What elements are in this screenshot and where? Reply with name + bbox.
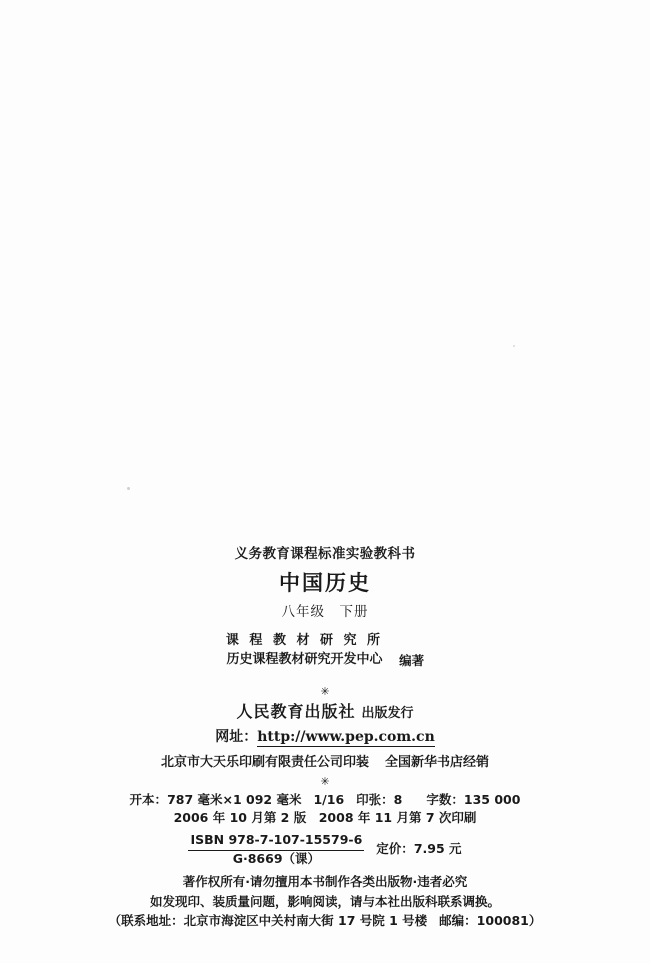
website-label: 网址： — [215, 728, 258, 745]
colophon-block — [0, 548, 650, 928]
postcode-label: 邮编： — [439, 913, 477, 929]
website-url[interactable]: http://www.pep.com.cn — [257, 728, 435, 745]
separator-star-icon-2: ✳ — [320, 774, 330, 788]
author-name-1: 课 程 教 材 研 究 所 — [225, 633, 384, 648]
series-title: 义务教育课程标准实验教科书 — [234, 546, 416, 562]
spec-words-value: 135 000 — [463, 791, 521, 807]
isbn-price-row — [0, 832, 650, 868]
spec-format-label: 开本： — [129, 791, 168, 807]
publisher-row — [0, 701, 650, 721]
distributor-name: 全国新华书店经销 — [385, 754, 490, 770]
copyright-notice: 著作权所有·请勿擅用本书制作各类出版物·违者必究 — [182, 874, 468, 890]
price-block — [364, 843, 461, 856]
spec-row — [0, 791, 650, 807]
website-row — [0, 730, 650, 744]
author-name-2: 历史课程教材研究开发中心 — [226, 651, 383, 667]
printer-name: 北京市大天乐印刷有限责任公司印装 — [160, 754, 369, 770]
spec-ratio: 1/16 — [313, 791, 345, 807]
postcode-value: 100081） — [476, 913, 542, 929]
isbn-block — [188, 832, 364, 868]
book-title: 中国历史 — [279, 570, 371, 595]
paper-speck-icon — [513, 345, 515, 347]
contact-address: （联系地址：北京市海淀区中关村南大街 17 号院 1 号楼 — [108, 913, 428, 929]
spec-sheets-value: 8 — [393, 791, 403, 807]
authors-block — [226, 632, 424, 670]
quality-notice: 如发现印、装质量问题，影响阅读，请与本社出版科联系调换。 — [149, 893, 500, 909]
separator-star-icon-1: ✳ — [320, 684, 330, 698]
price-label: 定价： — [376, 841, 414, 857]
author-role: 编著 — [399, 653, 425, 669]
isbn-subcode: G·8669（课） — [232, 850, 321, 866]
spec-sheets-label: 印张： — [356, 791, 394, 807]
edition-printing-row: 2006 年 10 月第 2 版 2008 年 11 月第 7 次印刷 — [173, 810, 477, 826]
paper-speck-icon — [127, 487, 130, 490]
grade-volume-line: 八年级 下册 — [281, 603, 369, 620]
isbn-number: ISBN 978-7-107-15579-6 — [188, 832, 364, 851]
publisher-logo: 人民教育出版社 — [236, 701, 356, 721]
spec-format-value: 787 毫米×1 092 毫米 — [167, 791, 302, 807]
contact-address-row — [0, 915, 650, 928]
authors-row — [0, 632, 650, 679]
printer-row — [0, 756, 650, 769]
price-value: 7.95 元 — [413, 841, 462, 857]
publisher-suffix: 出版发行 — [361, 705, 414, 721]
spec-words-label: 字数： — [426, 791, 464, 807]
author-names — [226, 632, 383, 670]
